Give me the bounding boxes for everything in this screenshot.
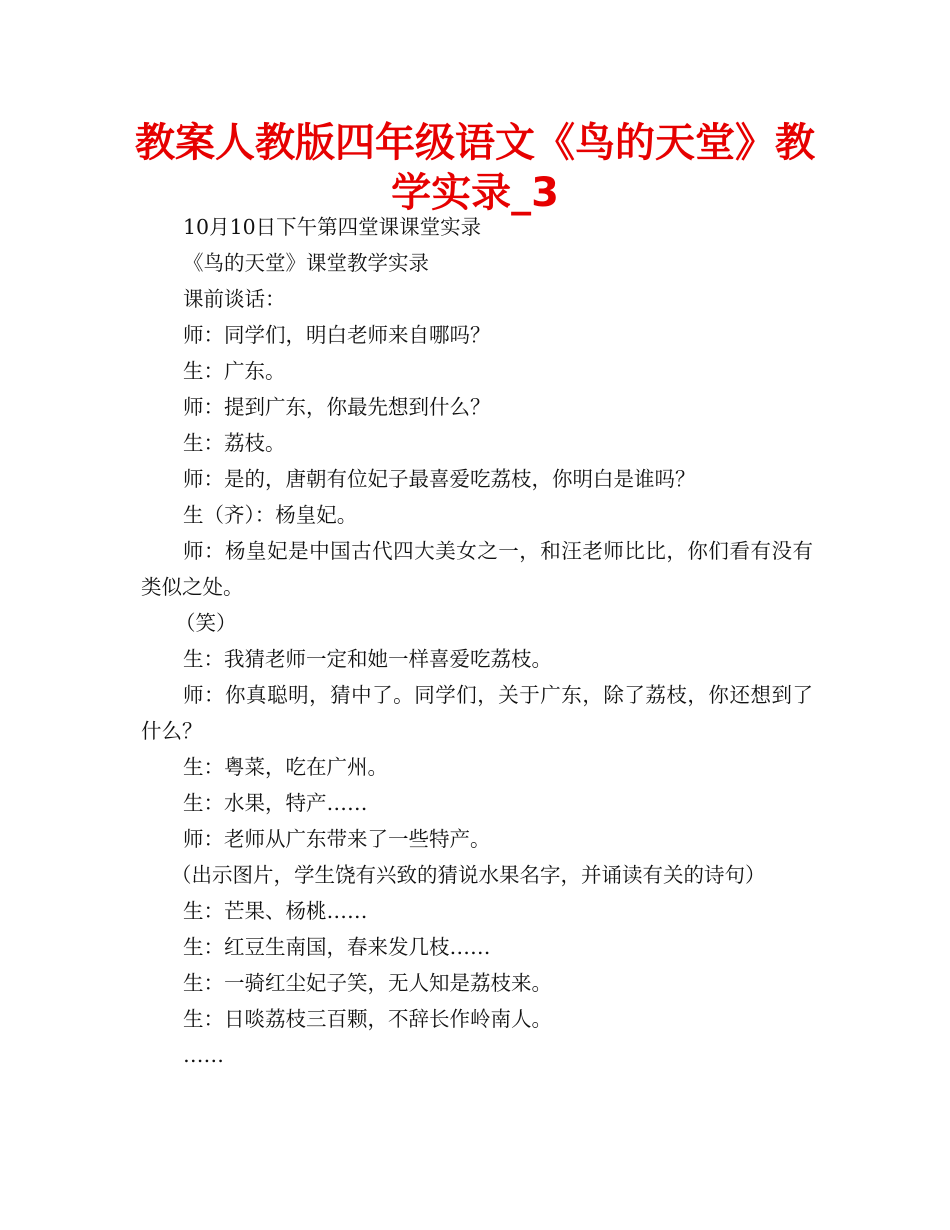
dialogue-line: 师：杨皇妃是中国古代四大美女之一，和汪老师比比，你们看有没有类似之处。 [141, 539, 813, 599]
paragraph-section-label: 课前谈话： [183, 287, 286, 311]
dialogue-line: 生：荔枝。 [183, 431, 286, 455]
dialogue-line: 师：同学们，明白老师来自哪吗？ [183, 323, 491, 347]
stage-note: （出示图片，学生饶有兴致的猜说水果名字，并诵读有关的诗句） [171, 863, 766, 887]
dialogue-line: 师：提到广东，你最先想到什么？ [183, 395, 491, 419]
dialogue-line: 生：水果，特产…… [183, 791, 368, 815]
dialogue-line: 生（齐）：杨皇妃。 [183, 503, 358, 527]
document-body [141, 209, 813, 1073]
dialogue-line: 生：一骑红尘妃子笑，无人知是荔枝来。 [183, 971, 552, 995]
dialogue-line: 生：粤菜，吃在广州。 [183, 755, 388, 779]
dialogue-line: 生：日啖荔枝三百颗，不辞长作岭南人。 [183, 1007, 552, 1031]
document-title: 教案人教版四年级语文《鸟的天堂》教学实录_3 [135, 120, 815, 216]
ellipsis-line: …… [183, 1043, 224, 1067]
dialogue-line: 生：广东。 [183, 359, 286, 383]
paragraph-subtitle: 《鸟的天堂》课堂教学实录 [183, 251, 429, 275]
dialogue-line: 生：芒果、杨桃…… [183, 899, 368, 923]
dialogue-line: 师：你真聪明，猜中了。同学们，关于广东，除了荔枝，你还想到了什么？ [141, 683, 813, 743]
dialogue-line: 师：是的，唐朝有位妃子最喜爱吃荔枝，你明白是谁吗？ [183, 467, 696, 491]
dialogue-line: 师：老师从广东带来了一些特产。 [183, 827, 491, 851]
dialogue-line: 生：我猜老师一定和她一样喜爱吃荔枝。 [183, 647, 552, 671]
stage-note: （笑） [175, 611, 237, 635]
dialogue-line: 生：红豆生南国，春来发几枝…… [183, 935, 491, 959]
paragraph-date: 10月10日下午第四堂课课堂实录 [183, 215, 482, 239]
